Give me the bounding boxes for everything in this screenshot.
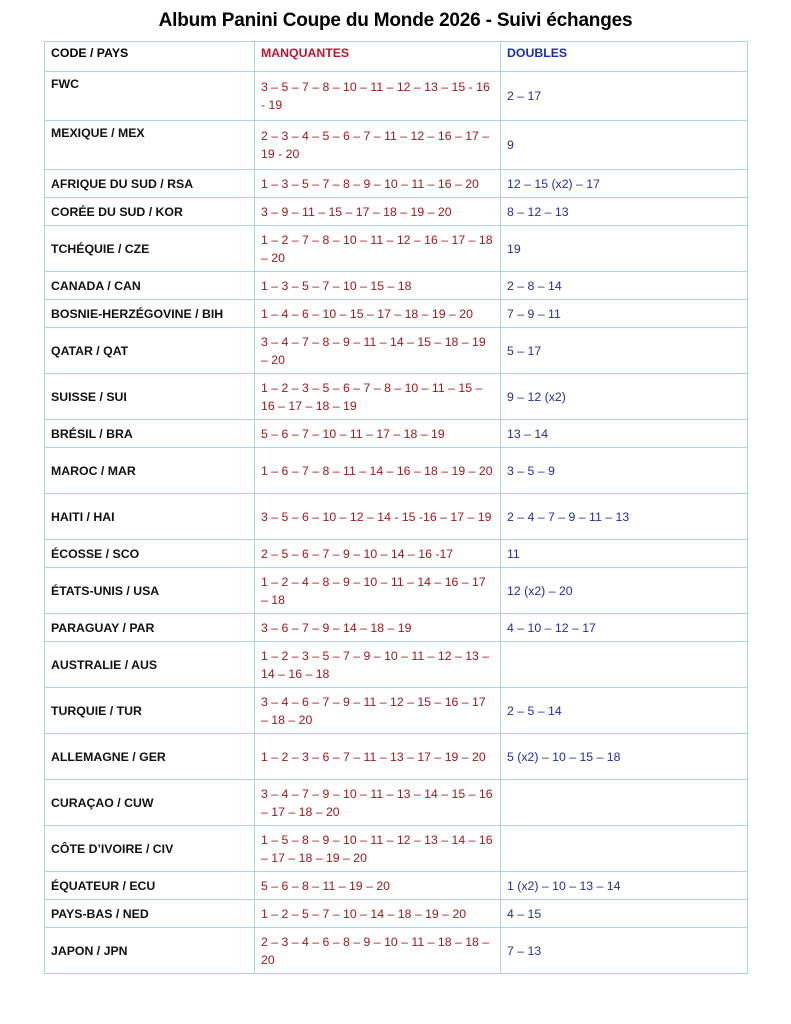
doubles-cell: 5 (x2) – 10 – 15 – 18 (501, 734, 748, 780)
page-title: Album Panini Coupe du Monde 2026 - Suivi échanges (158, 10, 633, 31)
table-row (45, 872, 748, 900)
table-row (45, 170, 748, 198)
doubles-cell (501, 826, 748, 872)
table-row (45, 780, 748, 826)
country-cell: BOSNIE-HERZÉGOVINE / BIH (45, 300, 255, 328)
country-cell: FWC (45, 72, 255, 121)
table-row (45, 198, 748, 226)
table-row (45, 374, 748, 420)
table-row (45, 614, 748, 642)
doubles-cell: 5 – 17 (501, 328, 748, 374)
table-row (45, 540, 748, 568)
doubles-cell: 2 – 17 (501, 72, 748, 121)
country-cell: HAITI / HAI (45, 494, 255, 540)
country-cell: AUSTRALIE / AUS (45, 642, 255, 688)
doubles-cell: 11 (501, 540, 748, 568)
table-row (45, 734, 748, 780)
table-row (45, 826, 748, 872)
doubles-cell: 2 – 4 – 7 – 9 – 11 – 13 (501, 494, 748, 540)
table-row (45, 928, 748, 974)
country-cell: MEXIQUE / MEX (45, 121, 255, 170)
missing-cell: 1 – 2 – 3 – 5 – 6 – 7 – 8 – 10 – 11 – 15 – 16 – 17 – 18 – 19 (255, 374, 501, 420)
doubles-cell: 4 – 15 (501, 900, 748, 928)
doubles-cell: 13 – 14 (501, 420, 748, 448)
missing-cell: 1 – 2 – 3 – 6 – 7 – 11 – 13 – 17 – 19 – 20 (255, 734, 501, 780)
missing-cell: 3 – 5 – 7 – 8 – 10 – 11 – 12 – 13 – 15 - 16 - 19 (255, 72, 501, 121)
country-cell: TCHÉQUIE / CZE (45, 226, 255, 272)
header-country: CODE / PAYS (45, 42, 255, 72)
missing-cell: 3 – 4 – 7 – 8 – 9 – 11 – 14 – 15 – 18 – 19 – 20 (255, 328, 501, 374)
doubles-cell: 7 – 9 – 11 (501, 300, 748, 328)
table-header-row (45, 42, 748, 72)
missing-cell: 3 – 9 – 11 – 15 – 17 – 18 – 19 – 20 (255, 198, 501, 226)
missing-cell: 2 – 3 – 4 – 5 – 6 – 7 – 11 – 12 – 16 – 17 – 19 - 20 (255, 121, 501, 170)
table-row (45, 300, 748, 328)
missing-cell: 1 – 3 – 5 – 7 – 8 – 9 – 10 – 11 – 16 – 20 (255, 170, 501, 198)
doubles-cell: 12 – 15 (x2) – 17 (501, 170, 748, 198)
country-cell: SUISSE / SUI (45, 374, 255, 420)
country-cell: ÉCOSSE / SCO (45, 540, 255, 568)
doubles-cell: 7 – 13 (501, 928, 748, 974)
doubles-cell: 9 – 12 (x2) (501, 374, 748, 420)
doubles-cell: 1 (x2) – 10 – 13 – 14 (501, 872, 748, 900)
missing-cell: 2 – 3 – 4 – 6 – 8 – 9 – 10 – 11 – 18 – 18 – 20 (255, 928, 501, 974)
doubles-cell: 8 – 12 – 13 (501, 198, 748, 226)
country-cell: MAROC / MAR (45, 448, 255, 494)
table-row (45, 121, 748, 170)
missing-cell: 5 – 6 – 8 – 11 – 19 – 20 (255, 872, 501, 900)
country-cell: CURAÇAO / CUW (45, 780, 255, 826)
table-row (45, 328, 748, 374)
country-cell: TURQUIE / TUR (45, 688, 255, 734)
country-cell: QATAR / QAT (45, 328, 255, 374)
table-row (45, 642, 748, 688)
doubles-cell (501, 642, 748, 688)
table-row (45, 226, 748, 272)
missing-cell: 5 – 6 – 7 – 10 – 11 – 17 – 18 – 19 (255, 420, 501, 448)
doubles-cell: 2 – 5 – 14 (501, 688, 748, 734)
missing-cell: 1 – 2 – 4 – 8 – 9 – 10 – 11 – 14 – 16 – 17 – 18 (255, 568, 501, 614)
country-cell: CORÉE DU SUD / KOR (45, 198, 255, 226)
missing-cell: 1 – 5 – 8 – 9 – 10 – 11 – 12 – 13 – 14 – 16 – 17 – 18 – 19 – 20 (255, 826, 501, 872)
table-row (45, 688, 748, 734)
missing-cell: 1 – 6 – 7 – 8 – 11 – 14 – 16 – 18 – 19 – 20 (255, 448, 501, 494)
missing-cell: 3 – 6 – 7 – 9 – 14 – 18 – 19 (255, 614, 501, 642)
doubles-cell: 12 (x2) – 20 (501, 568, 748, 614)
table-row (45, 72, 748, 121)
missing-cell: 2 – 5 – 6 – 7 – 9 – 10 – 14 – 16 -17 (255, 540, 501, 568)
missing-cell: 1 – 2 – 7 – 8 – 10 – 11 – 12 – 16 – 17 – 18 – 20 (255, 226, 501, 272)
missing-cell: 1 – 3 – 5 – 7 – 10 – 15 – 18 (255, 272, 501, 300)
header-missing: MANQUANTES (255, 42, 501, 72)
table-row (45, 568, 748, 614)
header-doubles: DOUBLES (501, 42, 748, 72)
missing-cell: 3 – 5 – 6 – 10 – 12 – 14 - 15 -16 – 17 – 19 (255, 494, 501, 540)
country-cell: PARAGUAY / PAR (45, 614, 255, 642)
missing-cell: 3 – 4 – 6 – 7 – 9 – 11 – 12 – 15 – 16 – 17 – 18 – 20 (255, 688, 501, 734)
country-cell: AFRIQUE DU SUD / RSA (45, 170, 255, 198)
table-row (45, 420, 748, 448)
missing-cell: 1 – 2 – 3 – 5 – 7 – 9 – 10 – 11 – 12 – 13 – 14 – 16 – 18 (255, 642, 501, 688)
doubles-cell: 19 (501, 226, 748, 272)
doubles-cell: 3 – 5 – 9 (501, 448, 748, 494)
country-cell: JAPON / JPN (45, 928, 255, 974)
missing-cell: 3 – 4 – 7 – 9 – 10 – 11 – 13 – 14 – 15 – 16 – 17 – 18 – 20 (255, 780, 501, 826)
doubles-cell (501, 780, 748, 826)
country-cell: ÉTATS-UNIS / USA (45, 568, 255, 614)
country-cell: CÔTE D’IVOIRE / CIV (45, 826, 255, 872)
table-row (45, 272, 748, 300)
exchange-table (44, 41, 748, 974)
doubles-cell: 9 (501, 121, 748, 170)
table-row (45, 900, 748, 928)
missing-cell: 1 – 4 – 6 – 10 – 15 – 17 – 18 – 19 – 20 (255, 300, 501, 328)
country-cell: BRÉSIL / BRA (45, 420, 255, 448)
doubles-cell: 4 – 10 – 12 – 17 (501, 614, 748, 642)
table-row (45, 448, 748, 494)
table-row (45, 494, 748, 540)
country-cell: CANADA / CAN (45, 272, 255, 300)
country-cell: ÉQUATEUR / ECU (45, 872, 255, 900)
country-cell: ALLEMAGNE / GER (45, 734, 255, 780)
missing-cell: 1 – 2 – 5 – 7 – 10 – 14 – 18 – 19 – 20 (255, 900, 501, 928)
doubles-cell: 2 – 8 – 14 (501, 272, 748, 300)
country-cell: PAYS-BAS / NED (45, 900, 255, 928)
